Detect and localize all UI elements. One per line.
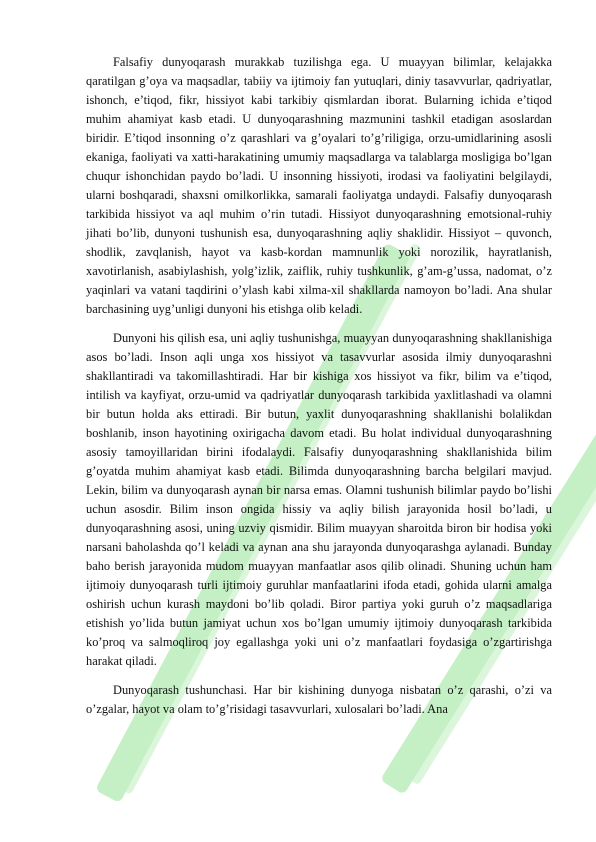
- paragraph-2: Dunyoni his qilish esa, uni aqliy tushunishga, muayyan dunyoqarashning shakllanishiga asos bo’ladi. Inson aqli unga xos hissiyot va tasavvurlar asosida ilmiy dunyoqarashni shakllantiradi va takomillashtiradi. Har bir kishiga xos hissiyot va fikr, bilim va e’tiqod, intilish va kayfiyat, orzu-umid va qadriyatlar dunyoqarash tarkibida yaxlitlashadi va olamni bir butun holda aks ettiradi. Bir butun, yaxlit dunyoqarashning shakllanishi bolalikdan boshlanib, inson hayotining oxirigacha davom etadi. Bu holat individual dunyoqarashning asosiy tamoyillaridan birini ifodalaydi. Falsafiy dunyoqarashning shakllanishida bilim g’oyatda muhim ahamiyat kasb etadi. Bilimda dunyoqarashning barcha belgilari mavjud. Lekin, bilim va dunyoqarash aynan bir narsa emas. Olamni tushunish bilimlar paydo bo’lishi uchun asosdir. Bilim inson ongida hissiy va aqliy bilish jarayonida hosil bo’ladi, u dunyoqarashning asosi, uning uzviy qismidir. Bilim muayyan sharoitda biron bir hodisa yoki narsani baholashda qo’l keladi va aynan ana shu jarayonda dunyoqarashga aylanadi. Bunday baho berish jarayonida mudom muayyan manfaatlar asos qilib olinadi. Shuning uchun ham ijtimoiy dunyoqarash turli ijtimoiy guruhlar manfaatlarini ifoda etadi, gohida ularni amalga oshirish uchun kurash maydoni bo’lib qoladi. Biror partiya yoki guruh o’z maqsadlariga etishish yo’lida butun jamiyat uchun xos bo’lgan umumiy ijtimoiy dunyoqarash tarkibida ko’proq va salmoqliroq joy egallashga yoki uni o’z manfaatlari foydasiga o’zgartirishga harakat qiladi.: [86, 331, 552, 668]
- paragraph-1: Falsafiy dunyoqarash murakkab tuzilishga ega. U muayyan bilimlar, kelajakka qaratilgan g’oya va maqsadlar, tabiiy va ijtimoiy fan yutuqlari, diniy tasavvurlar, qadriyatlar, ishonch, e’tiqod, fikr, hissiyot kabi tarkibiy qismlardan iborat. Bularning ichida e’tiqod muhim ahamiyat kasb etadi. U dunyoqarashning mazmunini tashkil etadigan asoslardan biridir. E’tiqod insonning o’z qarashlari va g’oyalari to’g’riligiga, orzu-umidlarining asosli ekaniga, faoliyati va xatti-harakatining umumiy maqsadlarga va talablarga mosligiga bo’lgan chuqur ishonchidan paydo bo’ladi. U insonning hissiyoti, irodasi va faoliyatini belgilaydi, ularni boshqaradi, shaxsni omilkorlikka, samarali faoliyatga undaydi. Falsafiy dunyoqarash tarkibida hissiyot va aql muhim o’rin tutadi. Hissiyot dunyoqarashning emotsional-ruhiy jihati bo’lib, dunyoni tushunish esa, dunyoqarashning aqliy shaklidir. Hissiyot – quvonch, shodlik, zavqlanish, hayot va kasb-kordan mamnunlik yoki norozilik, hayratlanish, xavotirlanish, asabiylashish, yolg’izlik, zaiflik, ruhiy tushkunlik, g’am-g’ussa, nadomat, o’z yaqinlari va vatani taqdirini o’ylash kabi xilma-xil shakllarda namoyon bo’ladi. Ana shular barchasining uyg’unligi dunyoni his etishga olib keladi.: [86, 55, 552, 316]
- paragraph-3: Dunyoqarash tushunchasi. Har bir kishining dunyoga nisbatan o’z qarashi, o’zi va o’zgalar, hayot va olam to’g’risidagi tasavvurlari, xulosalari bo’ladi. Ana: [86, 683, 552, 716]
- body-text: [86, 53, 552, 729]
